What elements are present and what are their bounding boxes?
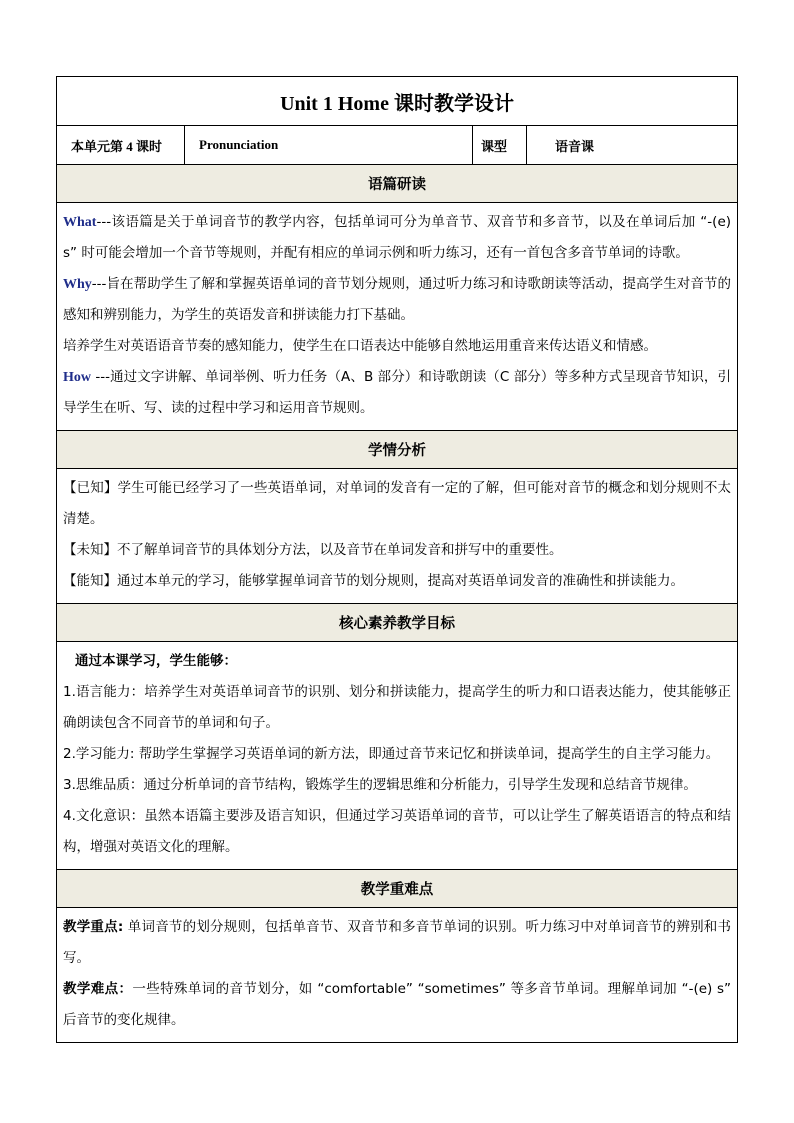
meta-row — [57, 126, 738, 165]
why-text: ---旨在帮助学生了解和掌握英语单词的音节划分规则，通过听力练习和诗歌朗读等活动，提高学生对音节的感知和辨别能力，为学生的英语发音和拼读能力打下基础。 — [63, 276, 732, 323]
goals-content — [57, 642, 738, 870]
goal-item-3: 3.思维品质：通过分析单词的音节结构，锻炼学生的逻辑思维和分析能力，引导学生发现和总结音节规律。 — [63, 777, 697, 793]
lesson-topic: Pronunciation — [185, 126, 473, 165]
what-paragraph — [63, 207, 731, 269]
goal-item-4: 4.文化意识：虽然本语篇主要涉及语言知识，但通过学习英语单词的音节，可以让学生了解英语语言的特点和结构，增强对英语文化的理解。 — [63, 808, 732, 855]
how-keyword: How — [63, 370, 91, 385]
section-heading-reading: 语篇研读 — [57, 165, 738, 203]
why-keyword: Why — [63, 277, 92, 292]
goal-item-1: 1.语言能力：培养学生对英语单词音节的识别、划分和拼读能力，提高学生的听力和口语表达能力，使其能够正确朗读包含不同音节的单词和句子。 — [63, 684, 732, 731]
how-text: ---通过文字讲解、单词举例、听力任务（A、B 部分）和诗歌朗读（C 部分）等多种方式呈现音节知识，引导学生在听、写、读的过程中学习和运用音节规则。 — [63, 369, 732, 416]
what-keyword: What — [63, 215, 97, 230]
section-heading-analysis: 学情分析 — [57, 431, 738, 469]
document-title: Unit 1 Home 课时教学设计 — [57, 77, 738, 126]
difficulty-text: 一些特殊单词的音节划分，如 “comfortable” “sometimes” 等多音节单词。理解单词加 “-(e) s” 后音节的变化规律。 — [63, 981, 732, 1028]
key-point-label: 教学重点: — [63, 919, 124, 935]
what-text: ---该语篇是关于单词音节的教学内容，包括单词可分为单音节、双音节和多音节，以及在单词后加 “-(e) s” 时可能会增加一个音节等规则，并配有相应的单词示例和听力练习，还有一首包含多音节单词的诗歌。 — [63, 214, 732, 261]
unknown-paragraph: 【未知】不了解单词音节的具体划分方法，以及音节在单词发音和拼写中的重要性。 — [63, 542, 563, 558]
extra-paragraph: 培养学生对英语语音节奏的感知能力，使学生在口语表达中能够自然地运用重音来传达语义和情感。 — [63, 338, 657, 354]
can-paragraph: 【能知】通过本单元的学习，能够掌握单词音节的划分规则，提高对英语单词发音的准确性和拼读能力。 — [63, 573, 684, 589]
lesson-type-value: 语音课 — [527, 126, 738, 165]
goal-item-2: 2.学习能力: 帮助学生掌握学习英语单词的新方法，即通过音节来记忆和拼读单词，提高学生的自主学习能力。 — [63, 746, 720, 762]
lesson-plan-document — [56, 76, 737, 1043]
key-point-text: 单词音节的划分规则，包括单音节、双音节和多音节单词的识别。听力练习中对单词音节的辨别和书写。 — [63, 919, 732, 966]
known-paragraph: 【已知】学生可能已经学习了一些英语单词，对单词的发音有一定的了解，但可能对音节的概念和划分规则不太清楚。 — [63, 480, 732, 527]
focus-content — [57, 908, 738, 1043]
analysis-content — [57, 469, 738, 604]
how-paragraph — [63, 362, 731, 424]
lesson-number: 本单元第 4 课时 — [57, 126, 185, 165]
why-paragraph — [63, 269, 731, 331]
key-point-paragraph — [63, 912, 731, 974]
section-heading-goals: 核心素养教学目标 — [57, 604, 738, 642]
difficulty-paragraph — [63, 974, 731, 1036]
difficulty-label: 教学难点： — [63, 981, 133, 997]
reading-content — [57, 203, 738, 431]
goals-intro: 通过本课学习，学生能够： — [75, 653, 237, 669]
lesson-type-label: 课型 — [473, 126, 527, 165]
section-heading-focus: 教学重难点 — [57, 870, 738, 908]
lesson-plan-table — [56, 76, 738, 1043]
